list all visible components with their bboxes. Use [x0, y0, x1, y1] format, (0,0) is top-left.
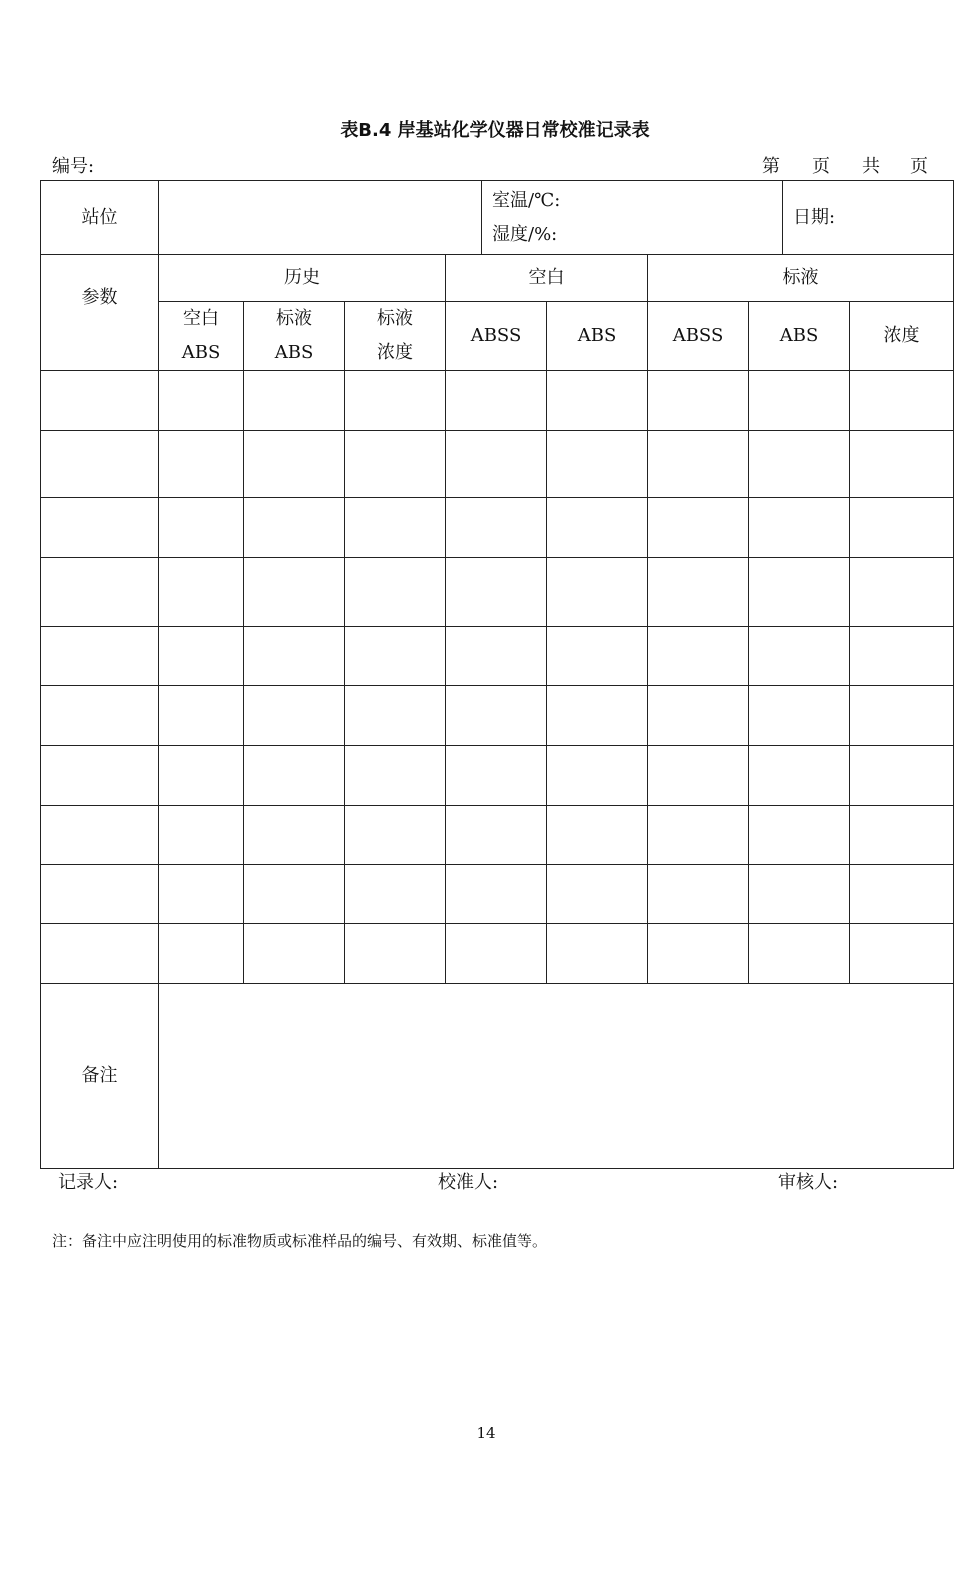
data-cell[interactable] [244, 924, 345, 984]
data-cell[interactable] [345, 558, 446, 627]
data-cell[interactable] [159, 806, 244, 865]
data-cell[interactable] [41, 686, 159, 746]
data-cell[interactable] [345, 746, 446, 806]
data-cell[interactable] [41, 558, 159, 627]
table-row [41, 498, 954, 558]
data-cell[interactable] [547, 806, 648, 865]
data-cell[interactable] [345, 806, 446, 865]
data-cell[interactable] [749, 686, 850, 746]
group-standard: 标液 [648, 255, 954, 302]
data-cell[interactable] [446, 686, 547, 746]
page-gong: 共 [862, 156, 880, 177]
sub-std-abss: ABSS [648, 302, 749, 371]
table-row [41, 371, 954, 431]
reviewer-label: 审核人: [778, 1172, 839, 1193]
sub-hist-blank-line1: 空白 [183, 308, 219, 329]
data-cell[interactable] [648, 498, 749, 558]
data-cell[interactable] [244, 627, 345, 686]
data-cell[interactable] [749, 558, 850, 627]
page-di: 第 [762, 156, 780, 177]
data-cell[interactable] [749, 371, 850, 431]
data-cell[interactable] [648, 371, 749, 431]
data-cell[interactable] [446, 924, 547, 984]
data-cell[interactable] [446, 865, 547, 924]
data-cell[interactable] [648, 627, 749, 686]
sub-hist-blank-line2: ABS [181, 342, 221, 363]
data-cell[interactable] [244, 371, 345, 431]
data-cell[interactable] [850, 924, 954, 984]
data-cell[interactable] [547, 686, 648, 746]
data-cell[interactable] [159, 498, 244, 558]
sub-blank-abs: ABS [547, 302, 648, 371]
temperature-label: 室温/℃: [492, 189, 561, 211]
param-label: 参数 [41, 255, 159, 371]
data-cell[interactable] [850, 627, 954, 686]
date-cell[interactable] [783, 181, 954, 255]
date-label: 日期: [793, 206, 836, 228]
data-cell[interactable] [749, 806, 850, 865]
data-cell[interactable] [159, 924, 244, 984]
data-cell[interactable] [159, 371, 244, 431]
table-row [41, 924, 954, 984]
data-cell[interactable] [850, 806, 954, 865]
data-cell[interactable] [41, 371, 159, 431]
data-cell[interactable] [547, 498, 648, 558]
page-ye-1: 页 [812, 156, 830, 177]
data-cell[interactable] [41, 865, 159, 924]
data-cell[interactable] [446, 498, 547, 558]
data-cell[interactable] [159, 686, 244, 746]
data-cell[interactable] [446, 806, 547, 865]
data-cell[interactable] [41, 627, 159, 686]
data-cell[interactable] [850, 498, 954, 558]
data-cell[interactable] [648, 686, 749, 746]
recorder-label: 记录人: [58, 1172, 119, 1193]
data-cell[interactable] [648, 924, 749, 984]
sub-hist-conc-line1: 标液 [377, 308, 413, 329]
data-cell[interactable] [41, 924, 159, 984]
data-cell[interactable] [41, 431, 159, 498]
data-cell[interactable] [850, 431, 954, 498]
data-cell[interactable] [41, 806, 159, 865]
data-cell[interactable] [850, 746, 954, 806]
data-cell[interactable] [41, 498, 159, 558]
sub-hist-std-abs [244, 302, 345, 371]
data-cell[interactable] [244, 806, 345, 865]
data-cell[interactable] [159, 865, 244, 924]
data-cell[interactable] [850, 558, 954, 627]
table-row [41, 865, 954, 924]
table-row [41, 558, 954, 627]
data-cell[interactable] [749, 627, 850, 686]
data-cell[interactable] [749, 865, 850, 924]
table-row [41, 746, 954, 806]
data-cell[interactable] [345, 498, 446, 558]
data-cell[interactable] [547, 627, 648, 686]
data-cell[interactable] [547, 431, 648, 498]
data-cell[interactable] [345, 371, 446, 431]
serial-number-label: 编号: [52, 156, 95, 177]
data-cell[interactable] [547, 865, 648, 924]
data-cell[interactable] [850, 865, 954, 924]
station-label: 站位 [41, 181, 159, 255]
data-cell[interactable] [244, 686, 345, 746]
data-cell[interactable] [749, 924, 850, 984]
page-number: 14 [476, 1424, 496, 1442]
table-row [41, 686, 954, 746]
data-cell[interactable] [345, 431, 446, 498]
data-cell[interactable] [345, 924, 446, 984]
data-cell[interactable] [345, 865, 446, 924]
group-history: 历史 [159, 255, 446, 302]
table-row [41, 431, 954, 498]
data-cell[interactable] [446, 431, 547, 498]
data-cell[interactable] [446, 558, 547, 627]
table-row [41, 627, 954, 686]
data-cell[interactable] [345, 627, 446, 686]
sub-hist-blank-abs [159, 302, 244, 371]
data-cell[interactable] [648, 746, 749, 806]
temp-humidity-cell[interactable] [482, 181, 783, 255]
data-cell[interactable] [648, 431, 749, 498]
data-cell[interactable] [446, 627, 547, 686]
sub-hist-conc-line2: 浓度 [377, 342, 413, 363]
data-cell[interactable] [244, 746, 345, 806]
data-cell[interactable] [749, 746, 850, 806]
data-cell[interactable] [749, 431, 850, 498]
data-cell[interactable] [159, 746, 244, 806]
sub-std-abs: ABS [749, 302, 850, 371]
sub-hist-std-conc [345, 302, 446, 371]
sub-blank-abss: ABSS [446, 302, 547, 371]
data-cell[interactable] [159, 627, 244, 686]
data-cell[interactable] [648, 806, 749, 865]
data-cell[interactable] [850, 371, 954, 431]
data-cell[interactable] [345, 686, 446, 746]
humidity-label: 湿度/%: [492, 223, 558, 245]
data-cell[interactable] [244, 558, 345, 627]
data-cell[interactable] [446, 371, 547, 431]
data-cell[interactable] [547, 371, 648, 431]
data-cell[interactable] [244, 865, 345, 924]
group-blank: 空白 [446, 255, 648, 302]
data-cell[interactable] [159, 431, 244, 498]
footnote: 注：备注中应注明使用的标准物质或标准样品的编号、有效期、标准值等。 [52, 1232, 548, 1250]
station-value-cell[interactable] [159, 181, 482, 255]
data-cell[interactable] [648, 558, 749, 627]
data-cell[interactable] [244, 431, 345, 498]
data-cell[interactable] [244, 498, 345, 558]
data-cell[interactable] [850, 686, 954, 746]
data-cell[interactable] [648, 865, 749, 924]
sub-std-conc: 浓度 [850, 302, 954, 371]
data-cell[interactable] [749, 498, 850, 558]
data-cell[interactable] [547, 924, 648, 984]
sub-hist-std-line2: ABS [274, 342, 314, 363]
page-counter [762, 152, 928, 178]
calibrator-label: 校准人: [438, 1172, 499, 1193]
remarks-cell[interactable] [159, 984, 954, 1169]
calibration-record-table [40, 180, 954, 1169]
remarks-label: 备注 [41, 984, 159, 1169]
data-cell[interactable] [159, 558, 244, 627]
data-cell[interactable] [41, 746, 159, 806]
page-ye-2: 页 [910, 156, 928, 177]
sub-hist-std-line1: 标液 [276, 308, 312, 329]
table-row [41, 806, 954, 865]
data-cell[interactable] [446, 746, 547, 806]
data-cell[interactable] [547, 746, 648, 806]
form-title: 表B.4 岸基站化学仪器日常校准记录表 [340, 120, 650, 141]
data-cell[interactable] [547, 558, 648, 627]
